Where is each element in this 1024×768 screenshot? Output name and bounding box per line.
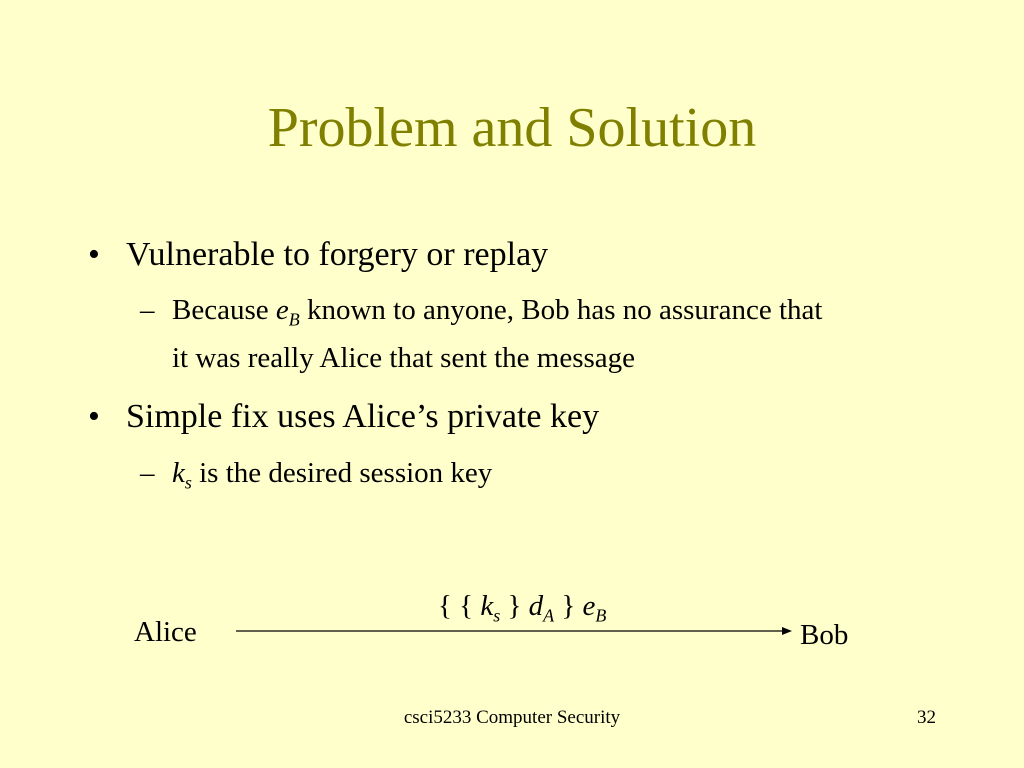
sender-label: Alice xyxy=(134,616,197,648)
message-var-d: d xyxy=(528,590,544,622)
slide-title: Problem and Solution xyxy=(267,97,757,159)
footer-course: csci5233 Computer Security xyxy=(403,707,621,728)
var-e-subscript: B xyxy=(288,309,300,330)
footer-page-number: 32 xyxy=(917,707,936,728)
message-brace-mid: } xyxy=(500,590,529,622)
message-var-k: k xyxy=(480,590,494,622)
message-var-e-subscript: B xyxy=(595,605,607,626)
message-var-k-subscript: s xyxy=(493,605,501,626)
var-k-subscript: s xyxy=(184,472,192,493)
sub-bullet-1-post: known to anyone, Bob has no assurance that xyxy=(299,294,823,326)
arrow-head-icon xyxy=(782,627,792,635)
sub-bullet-marker: – xyxy=(140,457,155,489)
bullet-1-text: Vulnerable to forgery or replay xyxy=(126,236,549,273)
var-k: k xyxy=(172,457,185,489)
sub-bullet-marker: – xyxy=(140,294,155,326)
sub-bullet-1-line-2: it was really Alice that sent the message xyxy=(172,342,636,374)
sub-bullet-1-pre: Because xyxy=(172,294,276,326)
var-e: e xyxy=(275,294,289,326)
message-var-e: e xyxy=(582,590,596,622)
message-brace-close: } xyxy=(554,590,583,622)
receiver-label: Bob xyxy=(800,619,849,651)
message-brace-open: { { xyxy=(438,590,481,622)
bullet-marker: • xyxy=(88,236,100,273)
message-var-d-subscript: A xyxy=(543,605,555,626)
sub-bullet-2-post: is the desired session key xyxy=(191,457,493,489)
bullet-marker: • xyxy=(88,398,100,435)
bullet-2-text: Simple fix uses Alice’s private key xyxy=(126,398,600,435)
